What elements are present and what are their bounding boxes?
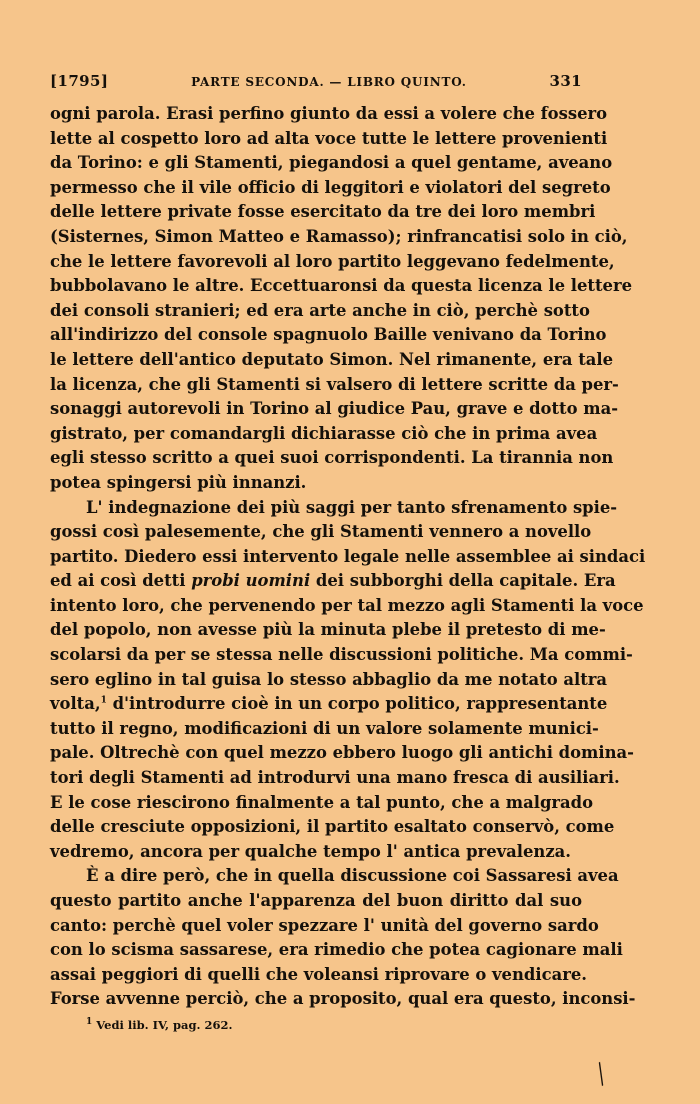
text-line: dei consoli stranieri; ed era arte anche in ciò, perchè sotto	[50, 300, 590, 320]
text-line: L' indegnazione dei più saggi per tanto sfrenamento spie-	[86, 497, 618, 517]
text-line: ogni parola. Erasi perfino giunto da essi a volere che fossero	[50, 104, 608, 123]
text-fragment: d'introdurre cioè in un corpo politico, rappresentante	[106, 694, 608, 714]
text-line: vedremo, ancora per qualche tempo l' antica prevalenza.	[50, 841, 571, 861]
text-line	[50, 692, 608, 717]
paragraph-2	[50, 496, 646, 865]
italic-phrase: probi uomini	[191, 571, 311, 591]
text-line: la licenza, che gli Stamenti si valsero di lettere scritte da per-	[50, 374, 619, 394]
text-line: scolarsi da per se stessa nelle discussioni politiche. Ma commi-	[50, 645, 633, 665]
book-page	[50, 72, 646, 1032]
footnote	[50, 1018, 582, 1032]
text-line: che le lettere favorevoli al loro partito leggevano fedelmente,	[50, 251, 615, 271]
text-line: tutto il regno, modificazioni di un valore solamente munici-	[50, 718, 599, 738]
header-year: [1795]	[50, 72, 109, 90]
body-text	[50, 102, 646, 1012]
text-line: del popolo, non avesse più la minuta plebe il pretesto di me-	[50, 620, 606, 640]
text-line: delle lettere private fosse esercitato da tre dei loro membri	[50, 202, 596, 222]
footnote-reference: 1	[100, 695, 107, 706]
text-line: all'indirizzo del console spagnuolo Baille venivano da Torino	[50, 325, 607, 345]
header-section-title: PARTE SECONDA. — LIBRO QUINTO.	[191, 75, 467, 89]
footnote-text: Vedi lib. IV, pag. 262.	[92, 1017, 233, 1032]
text-line: assai peggiori di quelli che voleansi riprovare o vendicare.	[50, 964, 587, 984]
text-line: partito. Diedero essi intervento legale nelle assemblee ai sindaci	[50, 546, 646, 566]
paragraph-3	[50, 864, 636, 1012]
pen-mark-icon: ╱	[590, 1062, 612, 1087]
text-line: le lettere dell'antico deputato Simon. Nel rimanente, era tale	[50, 349, 614, 369]
text-line: delle cresciute opposizioni, il partito esaltato conservò, come	[50, 817, 615, 837]
text-line	[50, 569, 616, 594]
text-line: E le cose riescirono finalmente a tal punto, che a malgrado	[50, 792, 594, 812]
text-line: questo partito anche l'apparenza del buon diritto dal suo	[50, 891, 582, 910]
text-line: da Torino: e gli Stamenti, piegandosi a quel gentame, aveano	[50, 153, 613, 173]
text-line: bubbolavano le altre. Eccettuaronsi da questa licenza le lettere	[50, 276, 633, 296]
text-line: potea spingersi più innanzi.	[50, 472, 307, 492]
text-line: Forse avvenne perciò, che a proposito, qual era questo, inconsi-	[50, 989, 636, 1009]
text-line: gistrato, per comandargli dichiarasse ciò che in prima avea	[50, 423, 598, 443]
text-line: È a dire però, che in quella discussione coi Sassaresi avea	[86, 866, 619, 886]
text-line: tori degli Stamenti ad introdurvi una mano fresca di ausiliari.	[50, 768, 620, 788]
text-line: intento loro, che pervenendo per tal mezzo agli Stamenti la voce	[50, 595, 644, 615]
text-line: sero eglino in tal guisa lo stesso abbaglio da me notato altra	[50, 669, 608, 689]
text-line: egli stesso scritto a quei suoi corrispondenti. La tirannia non	[50, 448, 614, 468]
text-fragment: ed ai così detti	[50, 571, 192, 591]
paragraph-1	[50, 102, 633, 496]
text-line: canto: perchè quel voler spezzare l' unità del governo sardo	[50, 915, 599, 935]
text-line: sonaggi autorevoli in Torino al giudice Pau, grave e dotto ma-	[50, 399, 619, 419]
running-header	[50, 72, 582, 102]
text-fragment: dei subborghi della capitale. Era	[310, 571, 616, 591]
text-line: permesso che il vile officio di leggitori e violatori del segreto	[50, 177, 611, 197]
footnote-marker: 1	[86, 1017, 93, 1028]
text-line: lette al cospetto loro ad alta voce tutte le lettere provenienti	[50, 128, 608, 148]
text-line: pale. Oltrechè con quel mezzo ebbero luogo gli antichi domina-	[50, 743, 634, 763]
page-number: 331	[549, 72, 582, 90]
text-line: con lo scisma sassarese, era rimedio che potea cagionare mali	[50, 940, 623, 960]
text-line: (Sisternes, Simon Matteo e Ramasso); rinfrancatisi solo in ciò,	[50, 226, 628, 246]
text-fragment: volta,	[50, 694, 101, 714]
text-line: gossi così palesemente, che gli Stamenti vennero a novello	[50, 522, 592, 542]
